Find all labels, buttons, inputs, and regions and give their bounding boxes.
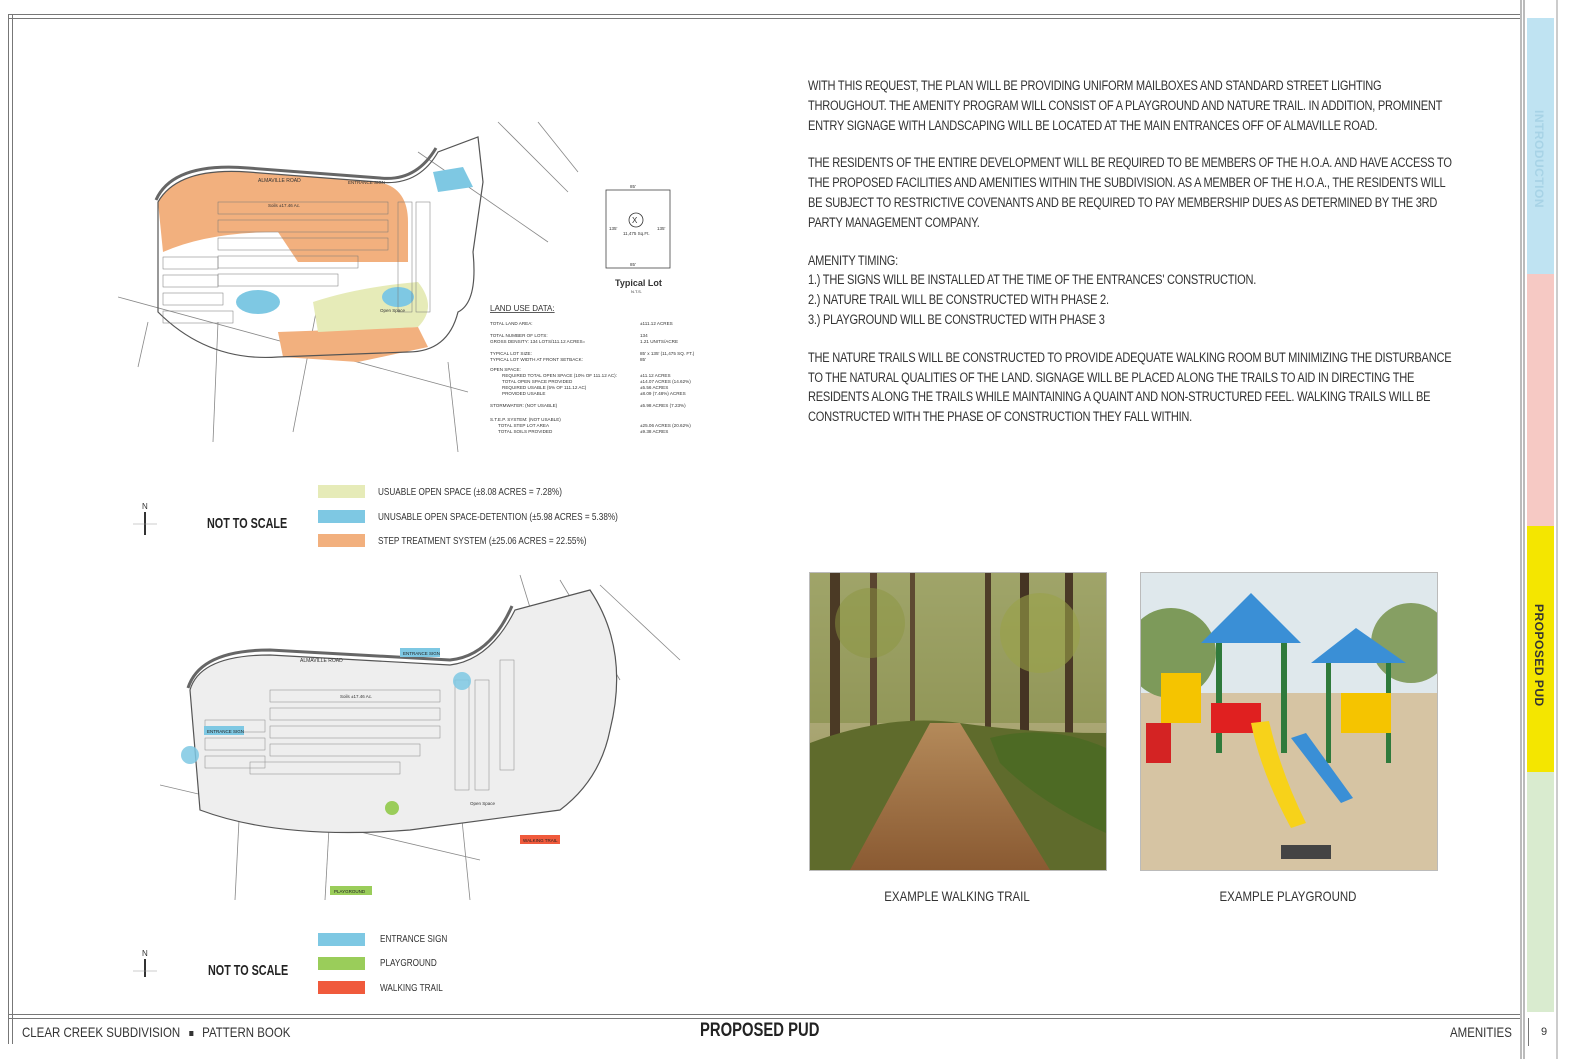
land-use-row-label: TOTAL LAND AREA:: [490, 321, 533, 326]
amenity-timing-item: 2.) NATURE TRAIL WILL BE CONSTRUCTED WITH PHASE 2.: [808, 292, 1109, 308]
land-use-title: LAND USE DATA:: [490, 304, 555, 313]
land-use-row-value: 1.21 UNITS/ACRE: [640, 339, 679, 344]
land-use-row-value: ±9.38 ACRES: [640, 429, 669, 434]
land-use-row-value: 85' x 135' (11,475 SQ. FT.): [640, 351, 695, 356]
open-space-site-plan: [118, 112, 713, 467]
amenity-timing-list: [808, 251, 1456, 330]
amenity-timing-item: 1.) THE SIGNS WILL BE INSTALLED AT THE TIME OF THE ENTRANCES' CONSTRUCTION.: [808, 272, 1257, 288]
land-use-row-label: TOTAL OPEN SPACE PROVIDED: [502, 379, 573, 384]
land-use-row-label: STORMWATER: (NOT USABLE): [490, 403, 558, 408]
land-use-row-value: ±111.12 ACRES: [640, 321, 673, 326]
not-to-scale-label-1: NOT TO SCALE: [207, 515, 288, 532]
map1-open-space-label: Open Space: [380, 308, 406, 313]
footer-divider: [1528, 1018, 1529, 1046]
footer-document-title: [22, 1024, 290, 1040]
legend-usable-open-space: USUABLE OPEN SPACE (±8.08 ACRES = 7.28%): [378, 486, 562, 498]
land-use-row-value: ±8.09 (7.48%) ACRES: [640, 391, 686, 396]
walking-trail-caption: EXAMPLE WALKING TRAIL: [884, 888, 1030, 904]
not-to-scale-label-2: NOT TO SCALE: [208, 962, 289, 979]
land-use-row-value: ±14.07 ACRES (14.62%): [640, 379, 691, 384]
paragraph-hoa: THE RESIDENTS OF THE ENTIRE DEVELOPMENT WILL BE REQUIRED TO BE MEMBERS OF THE H.O.A. AND HAVE ACCESS TO THE PROPOSED FACILITIES AND AMENITIES WITHIN THE SUBDIVISION. AS A MEMBER OF THE H.O.A., THE RESIDENTS WILL BE SUBJECT TO RESTRICTIVE COVENANTS AND BE REQUIRED TO PAY MEMBERSHIP DUES AS DETERMINED BY THE 3RD PARTY MANAGEMENT COMPANY.: [808, 155, 1452, 230]
paragraph-mailboxes: WITH THIS REQUEST, THE PLAN WILL BE PROVIDING UNIFORM MAILBOXES AND STANDARD STREET LIGHTING THROUGHOUT. THE AMENITY PROGRAM WILL CONSIST OF A PLAYGROUND AND NATURE TRAIL. IN ADDITION, PROMINENT ENTRY SIGNAGE WITH LANDSCAPING WILL BE LOCATED AT THE MAIN ENTRANCES OFF OF ALMAVILLE ROAD.: [808, 78, 1442, 133]
footer-page-topic: AMENITIES: [1450, 1024, 1512, 1040]
amenity-timing-title: AMENITY TIMING:: [808, 252, 899, 268]
tab-section-4[interactable]: [1527, 772, 1554, 1012]
playground-photo: [1140, 572, 1438, 871]
land-use-row-label: PROVIDED USABLE: [502, 391, 546, 396]
page-border-top: [8, 14, 1520, 19]
legend-swatch-step-system: [318, 534, 365, 547]
playground-tag-text: PLAYGROUND: [334, 889, 366, 894]
tab-label-proposed-pud: PROPOSED PUD: [1532, 604, 1546, 707]
typical-lot-depth-right: 135': [657, 226, 666, 231]
tab-section-2[interactable]: [1527, 274, 1554, 526]
land-use-row-label: S.T.E.P. SYSTEM: (NOT USABLE): [490, 417, 561, 422]
footer-pattern-book: PATTERN BOOK: [202, 1024, 291, 1040]
map2-road-label: ALMAVILLE ROAD: [300, 658, 343, 664]
legend-swatch-walking-trail: [318, 981, 365, 994]
map1-road-label: ALMAVILLE ROAD: [258, 178, 301, 184]
typical-lot-title: Typical Lot: [615, 278, 662, 288]
page-border-left: [8, 14, 13, 1044]
land-use-row-label: TYPICAL LOT WIDTH AT FRONT SETBACK:: [490, 357, 583, 362]
land-use-row-label: GROSS DENSITY: 134 LOTS/111.12 ACRES=: [490, 339, 586, 344]
map2-open-space-label: Open Space: [470, 801, 496, 806]
walking-trail-photo: [809, 572, 1107, 871]
north-arrow-icon: [130, 947, 160, 987]
paragraph-nature-trails: THE NATURE TRAILS WILL BE CONSTRUCTED TO PROVIDE ADEQUATE WALKING ROOM BUT MINIMIZING THE DISTURBANCE TO THE NATURAL QUALITIES OF THE LAND. SIGNAGE WILL BE PLACED ALONG THE TRAILS TO AID IN DIRECTING THE RESIDENTS ALONG THE TRAILS WHILE MAINTAINING A QUAINT AND NON-STRUCTURED FEEL. WALKING TRAILS WILL BE CONSTRUCTED WITH THE PHASE OF CONSTRUCTION THEY FALL WITHIN.: [808, 349, 1452, 425]
north-arrow-icon: [130, 500, 160, 540]
typical-lot-mark: X: [632, 216, 638, 225]
typical-lot-nts: N.T.S.: [631, 289, 642, 294]
typical-lot-depth-left: 135': [609, 226, 618, 231]
land-use-row-label: OPEN SPACE:: [490, 367, 521, 372]
footer-section-title: PROPOSED PUD: [700, 1020, 820, 1041]
land-use-row-label: REQUIRED USABLE (5% OF 111.12 AC): [502, 385, 587, 390]
land-use-row-value: 134: [640, 333, 648, 338]
land-use-row-label: REQUIRED TOTAL OPEN SPACE (10% OF 111.12 AC):: [502, 373, 617, 378]
page-number: 9: [1541, 1026, 1548, 1038]
legend-swatch-detention: [318, 510, 365, 523]
tab-label-introduction: INTRODUCTION: [1532, 110, 1546, 208]
land-use-row-value: ±5.98 ACRES (7.23%): [640, 403, 686, 408]
land-use-row-label: TOTAL SOILS PROVIDED: [498, 429, 553, 434]
amenities-site-plan: [160, 570, 715, 905]
legend-walking-trail: WALKING TRAIL: [380, 982, 443, 994]
bullet-icon: [189, 1031, 193, 1036]
land-use-row-value: ±5.56 ACRES: [640, 385, 669, 390]
land-use-row-label: TOTAL NUMBER OF LOTS:: [490, 333, 548, 338]
legend-step-system: STEP TREATMENT SYSTEM (±25.06 ACRES = 22.55%): [378, 535, 587, 547]
land-use-row-value: ±11.12 ACRES: [640, 373, 671, 378]
entrance-sign-text-2: ENTRANCE SIGN: [207, 729, 245, 734]
legend-swatch-entrance-sign: [318, 933, 365, 946]
north-label: N: [142, 949, 148, 958]
map1-soils-label: Soils ±17.46 Ac.: [268, 203, 301, 208]
legend-swatch-playground: [318, 957, 365, 970]
legend-swatch-usable-open-space: [318, 485, 365, 498]
page-border-bottom: [8, 1014, 1520, 1019]
entrance-sign-text-1: ENTRANCE SIGN: [403, 651, 441, 656]
north-label: N: [142, 502, 148, 511]
amenities-description: [808, 76, 1456, 445]
land-use-row-value: 85': [640, 357, 646, 362]
legend-entrance-sign: ENTRANCE SIGN: [380, 933, 448, 945]
land-use-row-value: ±25.06 ACRES (20.62%): [640, 423, 691, 428]
footer-subdivision: CLEAR CREEK SUBDIVISION: [22, 1024, 181, 1040]
legend-detention: UNUSABLE OPEN SPACE-DETENTION (±5.98 ACRES = 5.38%): [378, 511, 618, 523]
typical-lot-width-top: 85': [630, 184, 636, 189]
playground-caption: EXAMPLE PLAYGROUND: [1219, 888, 1357, 904]
map2-soils-label: Soils ±17.46 Ac.: [340, 694, 373, 699]
land-use-row-label: TOTAL STEP LOT AREA: [498, 423, 550, 428]
legend-playground: PLAYGROUND: [380, 957, 437, 969]
walking-trail-tag-text: WALKING TRAIL: [523, 838, 558, 843]
land-use-row-label: TYPICAL LOT SIZE:: [490, 351, 532, 356]
amenity-timing-item: 3.) PLAYGROUND WILL BE CONSTRUCTED WITH PHASE 3: [808, 311, 1105, 327]
typical-lot-area: 11,475 Sq.Ft.: [623, 231, 650, 236]
map1-entrance-label: ENTRANCE SIGN: [348, 180, 386, 185]
typical-lot-width-bottom: 85': [630, 262, 636, 267]
